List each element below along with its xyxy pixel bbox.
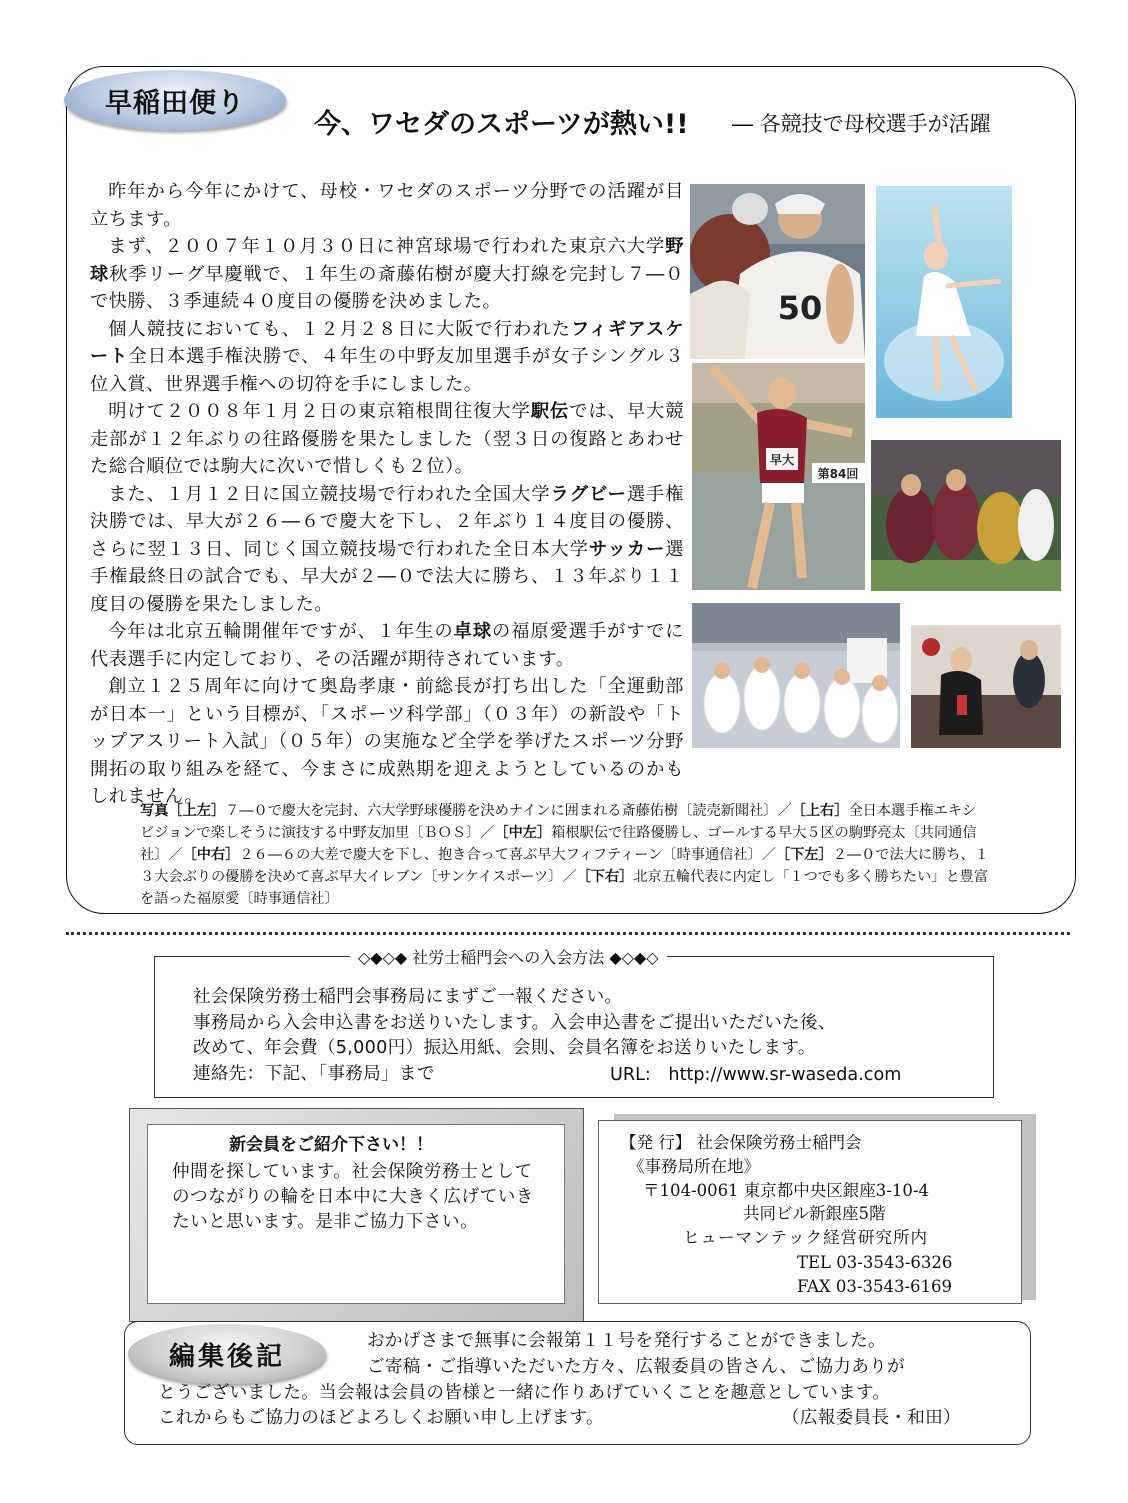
section-tag-editorial: 編集後記 (128, 1324, 326, 1384)
dotted-divider (66, 932, 1070, 935)
photo-rugby (871, 440, 1061, 591)
subheadline: ― 各競技で母校選手が活躍 (732, 112, 991, 136)
photo-figure-skating (876, 186, 1012, 418)
photo-soccer-team (692, 603, 900, 748)
race-bib: 早大 (769, 453, 795, 467)
editorial-signature: （広報委員長・和田） (782, 1408, 961, 1428)
jersey-number: 50 (777, 289, 823, 327)
photo-table-tennis (911, 625, 1061, 748)
member-title: 新会員をご紹介下さい！！ (229, 1135, 433, 1155)
paragraph: また、１月１２日に国立競技場で行われた全国大学ラグビー選手権決勝では、早大が２６―６で慶大を下し、２年ぶり１４度目の優勝、さらに翌１３日、同じく国立競技場で行われた全日本大学サッカー選手権最終日の試合でも、早大が２―０で法大に勝ち、１３年ぶり１１度目の優勝を果たしました。 (90, 483, 684, 615)
paragraph: 個人競技においても、１２月２８日に大阪で行われたフィギアスケート全日本選手権決勝で、４年生の中野友加里選手が女子シングル３位入賞、世界選手権への切符を手にしました。 (90, 318, 684, 395)
member-text: 仲間を探しています。社会保険労務士としてのつながりの輪を日本中に大きく広げていきたいと思います。是非ご協力下さい。 (172, 1162, 534, 1232)
paragraph: 創立１２５周年に向けて奥島孝康・前総長が打ち出した「全運動部が日本一」という目標が、「スポーツ科学部」（０３年）の新設や「トップアスリート入試」（０５年）の実施など全学を挙げたスポーツ分野開拓の取り組みを経て、今まさに成熟期を迎えようとしているのかもしれません。 (90, 676, 684, 807)
photo-captions: 写真［上左］７―０で慶大を完封、六大学野球優勝を決めナインに囲まれる斎藤佑樹〔読売新聞社〕／［上右］全日本選手権エキシビジョンで楽しそうに演技する中野友加里〔ＢＯＳ〕／［中左］箱根駅伝で往路優勝し、ゴールする早大５区の駒野亮太〔共同通信社〕／［中右］２６―６の大差で慶大を下し、抱き合って喜ぶ早大フィフティーン〔時事通信社〕／［下左］２―０で法大に勝ち、１３大会ぶりの優勝を決めて喜ぶ早大イレブン〔サンケイスポーツ〕／［下右］北京五輪代表に内定し「１つでも多く勝ちたい」と豊富を語った福原愛〔時事通信社〕 (140, 803, 989, 907)
paragraph: まず、２００７年１０月３０日に神宮球場で行われた東京六大学野球秋季リーグ早慶戦で、１年生の斎藤佑樹が慶大打線を完封し７―０で快勝、３季連続４０度目の優勝を決めました。 (90, 236, 684, 312)
paragraph: 明けて２００８年１月２日の東京箱根間往復大学駅伝では、早大競走部が１２年ぶりの往路優勝を果たしました（翌３日の復路とあわせた総合順位では駒大に次いで惜しくも２位）。 (90, 401, 684, 477)
photo-baseball (690, 184, 865, 359)
paragraph: 昨年から今年にかけて、母校・ワセダのスポーツ分野での活躍が目立ちます。 (90, 181, 684, 230)
banner-text: 第84回 (817, 467, 859, 481)
join-text: 社会保険労務士稲門会事務局にまずご一報ください。 事務局から入会申込書をお送りいたします。入会申込書をご提出いただいた後、 改めて、年会費（5,000円）振込用紙、会則、会員名簿をお送りいたします。 連絡先：下記、「事務局」まで (193, 987, 836, 1084)
headline: 今、ワセダのスポーツが熱い!! (314, 109, 689, 140)
join-title: ◇◆◇◆ 社労士稲門会への入会方法 ◆◇◆◇ (350, 945, 667, 968)
photo-ekiden-runner (692, 363, 865, 590)
article-body (90, 178, 684, 811)
paragraph: 今年は北京五輪開催年ですが、１年生の卓球の福原愛選手がすでに代表選手に内定しており、その活躍が期待されています。 (90, 621, 684, 670)
section-tag-waseda: 早稲田便り (64, 70, 286, 130)
website-url[interactable]: URL: http://www.sr-waseda.com (610, 1065, 902, 1085)
